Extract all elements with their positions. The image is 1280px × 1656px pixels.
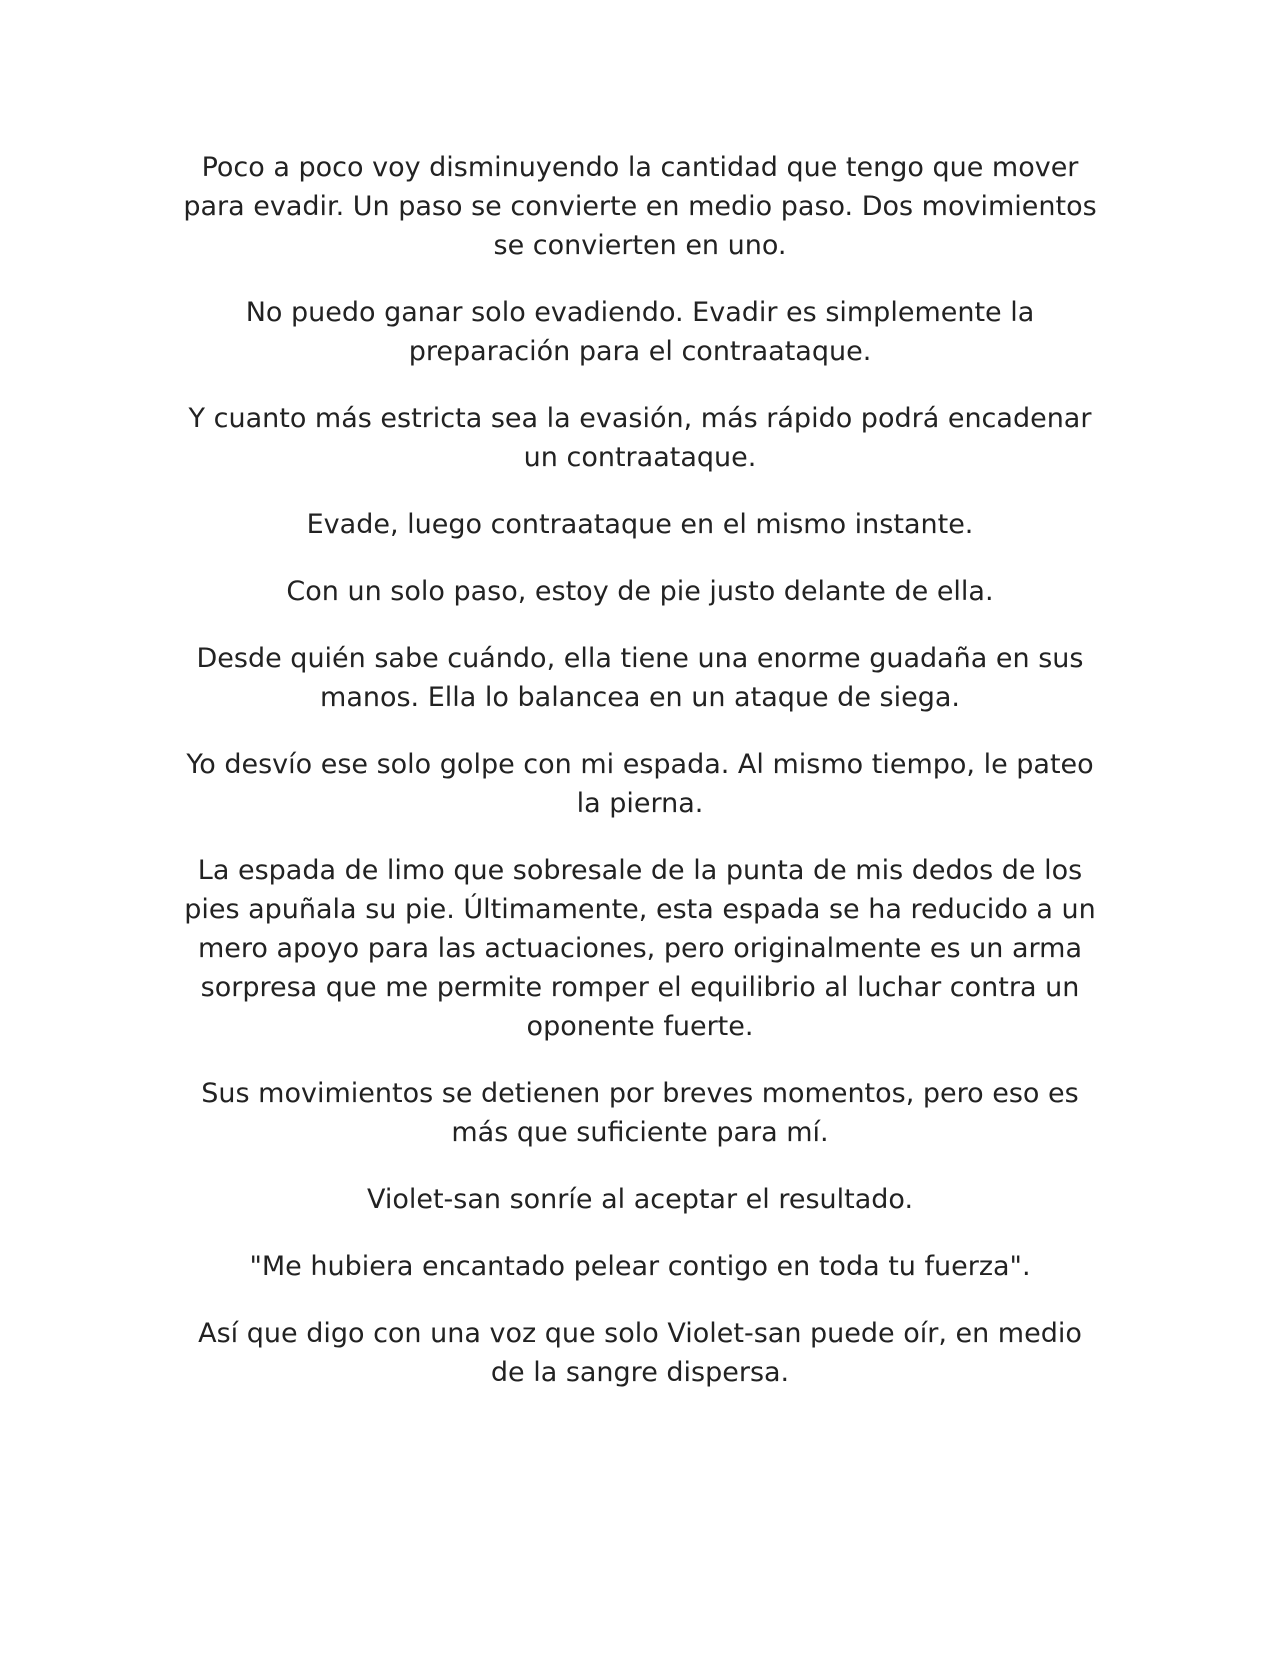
paragraph: Poco a poco voy disminuyendo la cantidad que tengo que mover para evadir. Un paso se convierte en medio paso. Dos movimientos se convierten en uno. [183,152,1097,261]
paragraph: Así que digo con una voz que solo Violet-san puede oír, en medio de la sangre dispersa. [198,1318,1082,1388]
paragraph: Evade, luego contraataque en el mismo instante. [306,509,974,540]
document-body [180,148,1100,1420]
paragraph: Sus movimientos se detienen por breves momentos, pero eso es más que suficiente para mí. [201,1078,1079,1148]
paragraph: No puedo ganar solo evadiendo. Evadir es simplemente la preparación para el contraataque. [245,297,1035,367]
paragraph: Con un solo paso, estoy de pie justo delante de ella. [286,576,994,607]
paragraph: Desde quién sabe cuándo, ella tiene una enorme guadaña en sus manos. Ella lo balancea en un ataque de siega. [196,643,1084,713]
paragraph: Violet-san sonríe al aceptar el resultado. [366,1184,914,1215]
paragraph: Yo desvío ese solo golpe con mi espada. Al mismo tiempo, le pateo la pierna. [186,749,1094,819]
paragraph: Y cuanto más estricta sea la evasión, más rápido podrá encadenar un contraataque. [188,403,1092,473]
paragraph: La espada de limo que sobresale de la punta de mis dedos de los pies apuñala su pie. Últimamente, esta espada se ha reducido a un mero apoyo para las actuaciones, pero originalmente es un arma sorpresa que me permite romper el equilibrio al luchar contra un oponente fuerte. [184,855,1096,1042]
paragraph: "Me hubiera encantado pelear contigo en toda tu fuerza". [249,1251,1031,1282]
